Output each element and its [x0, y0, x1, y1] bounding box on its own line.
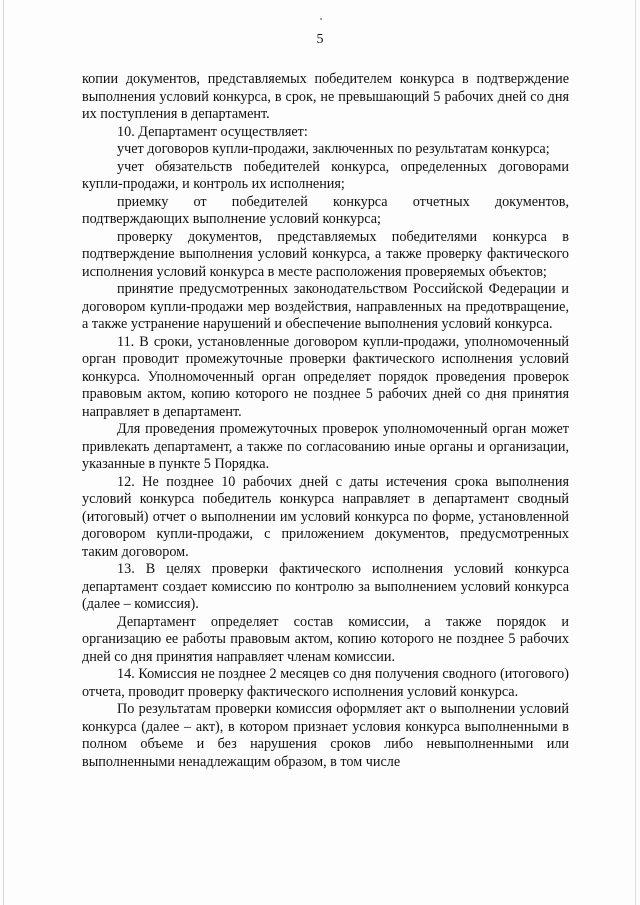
paragraph-continuation: копии документов, представляемых победителем конкурса в подтверждение выполнения условий конкурса, в срок, не превышающий 5 рабочих дней со дня их поступления в департамент.	[82, 71, 569, 122]
page-number: 5	[316, 32, 324, 47]
paragraph: Департамент определяет состав комиссии, а также порядок и организацию ее работы правовым актом, копию которого не позднее 5 рабочих дней со дня принятия направляет членам комиссии.	[82, 613, 569, 665]
paragraph-item-12: 12. Не позднее 10 рабочих дней с даты истечения срока выполнения условий конкурса победитель конкурса направляет в департамент сводный (итоговый) отчет о выполнении им условий конкурса по форме, установленной договором купли-продажи, с приложением документов, предусмотренных таким договором.	[82, 473, 569, 560]
paragraph-item-13: 13. В целях проверки фактического исполнения условий конкурса департамент создает комиссию по контролю за выполнением условий конкурса (далее – комиссия).	[82, 561, 569, 612]
scan-edge-left	[3, 0, 4, 905]
paragraph: учет договоров купли-продажи, заключенных по результатам конкурса;	[117, 141, 550, 157]
paragraph: По результатам проверки комиссия оформляет акт о выполнении условий конкурса (далее – акт), в котором признает условия конкурса выполненными в полном объеме и без нарушения сроков либо невыполненными или выполненными ненадлежащим образом, в том числе	[82, 701, 569, 770]
paragraph-item-10: 10. Департамент осуществляет:	[117, 123, 308, 140]
document-body	[82, 71, 569, 771]
paragraph: принятие предусмотренных законодательством Российской Федерации и договором купли-продажи мер воздействия, направленных на предотвращение, а также устранение нарушений и обеспечение выполнения условий конкурса.	[82, 281, 569, 332]
scan-edge-right	[635, 0, 636, 905]
paragraph: учет обязательств победителей конкурса, определенных договорами купли-продажи, и контроль их исполнения;	[82, 158, 569, 192]
paragraph-item-11: 11. В сроки, установленные договором купли-продажи, уполномоченный орган проводит промежуточные проверки фактического исполнения условий конкурса. Уполномоченный орган определяет порядок проведения проверок правовым актом, копию которого не позднее 5 рабочих дней со дня принятия направляет в департамент.	[82, 333, 569, 420]
paragraph: приемку от победителей конкурса отчетных документов, подтверждающих выполнение условий конкурса;	[82, 193, 569, 227]
scan-speck	[320, 18, 322, 20]
paragraph: Для проведения промежуточных проверок уполномоченный орган может привлекать департамент, а также по согласованию иные органы и организации, указанные в пункте 5 Порядка.	[82, 421, 569, 472]
paragraph-item-14: 14. Комиссия не позднее 2 месяцев со дня получения сводного (итогового) отчета, проводит проверку фактического исполнения условий конкурса.	[82, 666, 569, 700]
paragraph: проверку документов, представляемых победителями конкурса в подтверждение выполнения условий конкурса, а также проверку фактического исполнения условий конкурса в месте расположения проверяемых объектов;	[82, 228, 569, 280]
